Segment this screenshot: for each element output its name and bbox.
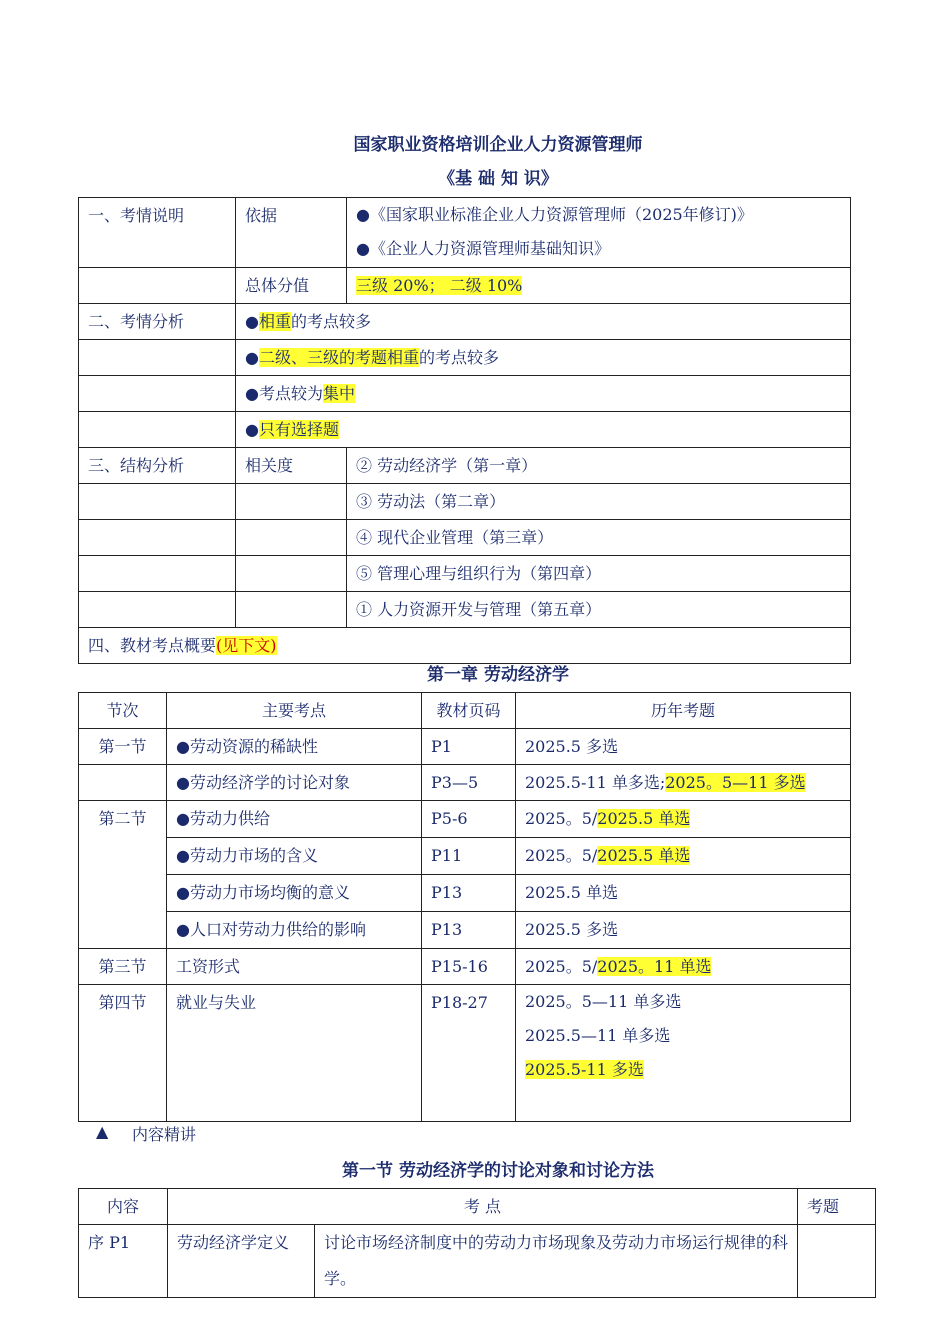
analysis-item-2: ●二级、三级的考题相重的考点较多 [236, 340, 851, 376]
empty-cell [79, 484, 236, 520]
table-cell-page: P5-6 [422, 801, 516, 838]
header-point: 主要考点 [167, 693, 422, 729]
table-cell-page: P11 [422, 838, 516, 875]
header-exam: 历年考题 [516, 693, 851, 729]
empty-cell [236, 592, 347, 628]
triangle-icon: ▲ [96, 1122, 109, 1141]
header-exam: 考题 [798, 1189, 876, 1225]
score-value: 三级 20%； 二级 10% [356, 276, 523, 295]
header-content: 内容 [79, 1189, 168, 1225]
table-cell-section [79, 912, 167, 949]
basis-item-2: ●《企业人力资源管理师基础知识》 [356, 239, 610, 258]
chapter-1-table [78, 692, 851, 1122]
table-cell-page: P3—5 [422, 765, 516, 801]
table-cell-exam: 2025。5/2025。11 单选 [516, 949, 851, 985]
chapter-item: ⑤ 管理心理与组织行为（第四章） [347, 556, 851, 592]
chapter-item: ④ 现代企业管理（第三章） [347, 520, 851, 556]
table-cell-page: P1 [422, 729, 516, 765]
table-cell-exam: 2025.5 多选 [516, 912, 851, 949]
table-cell-section: 第三节 [79, 949, 167, 985]
section-1-label: 一、考情说明 [79, 198, 236, 268]
analysis-item-1: ●相重的考点较多 [236, 304, 851, 340]
table-cell-section: 第二节 [79, 801, 167, 838]
table-cell-exam [516, 985, 851, 1122]
exam-line: 2025。5—11 单多选 [525, 992, 682, 1011]
empty-cell [79, 268, 236, 304]
table-cell-point: 就业与失业 [167, 985, 422, 1122]
section-2-label: 二、考情分析 [79, 304, 236, 340]
analysis-item-3: ●考点较为集中 [236, 376, 851, 412]
section-4-label: 四、教材考点概要 [88, 636, 217, 655]
table-cell-page: P13 [422, 912, 516, 949]
exam-overview-table [78, 197, 851, 664]
header-page: 教材页码 [422, 693, 516, 729]
empty-cell [79, 376, 236, 412]
table-cell-exam: 2025.5 单选 [516, 875, 851, 912]
basis-item-1: ●《国家职业标准企业人力资源管理师（2025年修订)》 [356, 205, 753, 224]
empty-cell [79, 592, 236, 628]
analysis-item-4: ●只有选择题 [236, 412, 851, 448]
table-cell-section [79, 765, 167, 801]
header-section: 节次 [79, 693, 167, 729]
table-cell-page: P15-16 [422, 949, 516, 985]
table-cell-exam: 2025。5/2025.5 单选 [516, 838, 851, 875]
table-cell-exam [798, 1225, 876, 1298]
exam-line: 2025.5-11 多选 [525, 1060, 644, 1079]
section-1-heading: 第一节 劳动经济学的讨论对象和讨论方法 [342, 1161, 654, 1181]
table-cell-point: ●劳动力市场的含义 [167, 838, 422, 875]
score-label: 总体分值 [236, 268, 347, 304]
empty-cell [79, 520, 236, 556]
chapter-item: ② 劳动经济学（第一章） [347, 448, 851, 484]
chapter-item: ③ 劳动法（第二章） [347, 484, 851, 520]
table-cell-point: ●劳动力市场均衡的意义 [167, 875, 422, 912]
table-cell-term: 劳动经济学定义 [168, 1225, 315, 1298]
basis-label: 依据 [236, 198, 347, 268]
document-subtitle: 《基 础 知 识》 [438, 169, 558, 189]
table-cell-definition: 讨论市场经济制度中的劳动力市场现象及劳动力市场运行规律的科学。 [315, 1225, 798, 1298]
table-cell-point: ●劳动资源的稀缺性 [167, 729, 422, 765]
table-cell-point: ●人口对劳动力供给的影响 [167, 912, 422, 949]
empty-cell [79, 412, 236, 448]
empty-cell [79, 556, 236, 592]
chapter-1-heading: 第一章 劳动经济学 [427, 665, 569, 685]
score-cell [347, 268, 851, 304]
table-cell-section [79, 875, 167, 912]
empty-cell [236, 484, 347, 520]
table-cell-point: 工资形式 [167, 949, 422, 985]
table-cell-page: P13 [422, 875, 516, 912]
table-cell-exam: 2025。5/2025.5 单选 [516, 801, 851, 838]
header-points: 考 点 [168, 1189, 798, 1225]
table-cell-section: 第四节 [79, 985, 167, 1122]
table-cell-exam: 2025.5 多选 [516, 729, 851, 765]
basis-cell [347, 198, 851, 268]
content-label: 内容精讲 [132, 1125, 197, 1144]
table-cell-exam: 2025.5-11 单多选;2025。5—11 多选 [516, 765, 851, 801]
chapter-item: ① 人力资源开发与管理（第五章） [347, 592, 851, 628]
content-table [78, 1188, 876, 1298]
table-cell-point: ●劳动经济学的讨论对象 [167, 765, 422, 801]
table-cell-section: 第一节 [79, 729, 167, 765]
table-cell-page: P18-27 [422, 985, 516, 1122]
section-4-row [79, 628, 851, 664]
table-cell-point: ●劳动力供给 [167, 801, 422, 838]
exam-line: 2025.5—11 单多选 [525, 1026, 671, 1045]
section-3-label: 三、结构分析 [79, 448, 236, 484]
table-cell-section [79, 838, 167, 875]
empty-cell [79, 340, 236, 376]
section-4-note: (见下文) [216, 636, 277, 655]
table-cell-content: 序 P1 [79, 1225, 168, 1298]
empty-cell [236, 556, 347, 592]
relevance-label: 相关度 [236, 448, 347, 484]
empty-cell [236, 520, 347, 556]
document-title: 国家职业资格培训企业人力资源管理师 [353, 135, 643, 155]
